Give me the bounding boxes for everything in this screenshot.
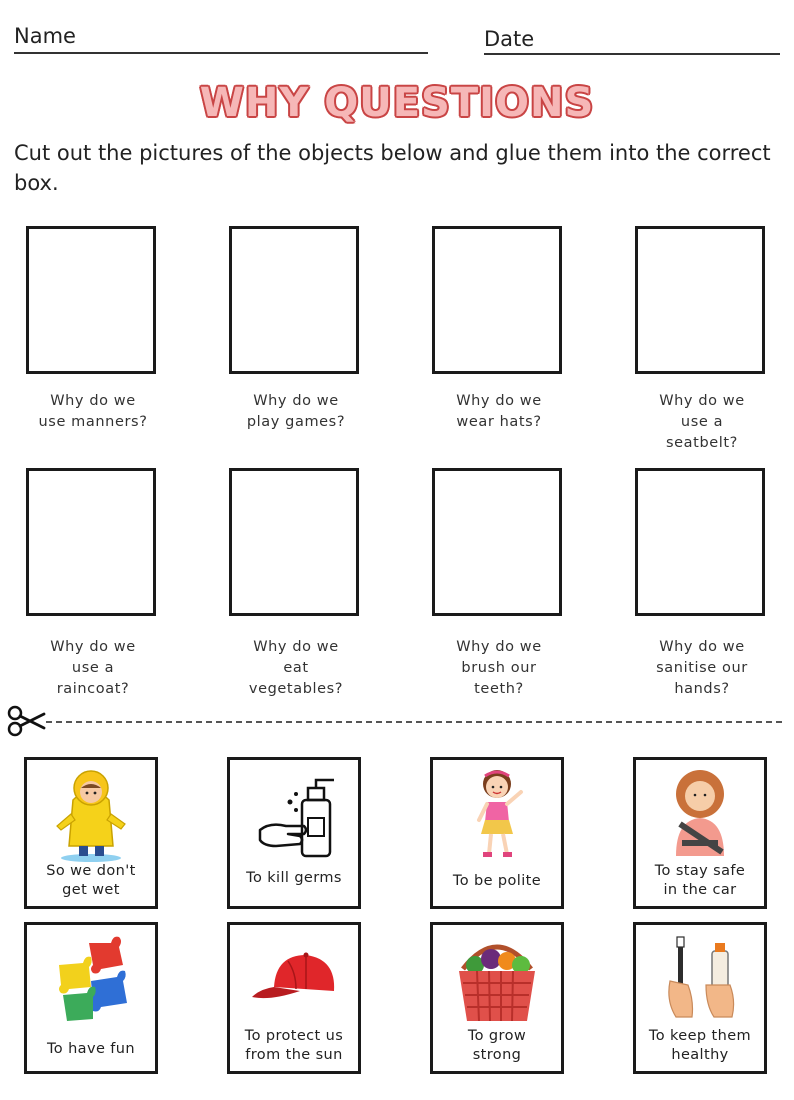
- toothbrush-toothpaste-icon: [636, 925, 764, 1035]
- date-label: Date: [484, 27, 535, 51]
- name-label: Name: [14, 24, 76, 48]
- question-label-games: Why do we play games?: [246, 393, 346, 430]
- question-label-hats: Why do we wear hats?: [456, 393, 542, 430]
- card-text: To keep them healthy: [648, 1028, 752, 1063]
- scissors-icon: [6, 704, 46, 738]
- cutout-card-wet[interactable]: [24, 757, 158, 909]
- waving-girl-icon: [433, 760, 561, 870]
- answer-box-raincoat[interactable]: [26, 468, 156, 616]
- puzzle-pieces-icon: [27, 925, 155, 1035]
- answer-box-manners[interactable]: [26, 226, 156, 374]
- name-line[interactable]: [14, 52, 428, 54]
- answer-box-hands[interactable]: [635, 468, 765, 616]
- question-label-raincoat: Why do we use a raincoat?: [50, 639, 136, 697]
- question-label-vegetables: Why do we eat vegetables?: [248, 639, 344, 697]
- question-label-teeth: Why do we brush our teeth?: [456, 639, 542, 697]
- question-label-hands: Why do we sanitise our hands?: [656, 639, 748, 697]
- cutout-card-sun[interactable]: [227, 922, 361, 1074]
- answer-box-hats[interactable]: [432, 226, 562, 374]
- cutout-card-car[interactable]: [633, 757, 767, 909]
- question-label-seatbelt: Why do we use a seatbelt?: [659, 393, 745, 451]
- answer-box-games[interactable]: [229, 226, 359, 374]
- worksheet-title: WHY QUESTIONS: [199, 80, 595, 126]
- card-text: To be polite: [452, 873, 542, 889]
- cutout-card-healthy[interactable]: [633, 922, 767, 1074]
- card-text: To kill germs: [246, 870, 342, 886]
- instructions-text: Cut out the pictures of the objects below and glue them into the correct box.: [14, 141, 771, 195]
- date-line[interactable]: [484, 53, 780, 55]
- card-text: So we don't get wet: [46, 863, 136, 898]
- cutout-card-strong[interactable]: [430, 922, 564, 1074]
- answer-box-teeth[interactable]: [432, 468, 562, 616]
- answer-box-vegetables[interactable]: [229, 468, 359, 616]
- raincoat-child-icon: [27, 760, 155, 870]
- vegetable-basket-icon: [433, 925, 561, 1035]
- cutout-card-polite[interactable]: [430, 757, 564, 909]
- red-cap-icon: [230, 925, 358, 1035]
- card-text: To grow strong: [467, 1028, 527, 1063]
- card-text: To have fun: [47, 1041, 135, 1057]
- card-text: To protect us from the sun: [244, 1028, 344, 1063]
- question-label-manners: Why do we use manners?: [38, 393, 148, 430]
- hand-sanitizer-icon: [230, 760, 358, 870]
- cutout-card-fun[interactable]: [24, 922, 158, 1074]
- seatbelt-woman-icon: [636, 760, 764, 870]
- answer-box-seatbelt[interactable]: [635, 226, 765, 374]
- cut-line: [46, 721, 782, 723]
- card-text: To stay safe in the car: [654, 863, 746, 898]
- cutout-card-germs[interactable]: [227, 757, 361, 909]
